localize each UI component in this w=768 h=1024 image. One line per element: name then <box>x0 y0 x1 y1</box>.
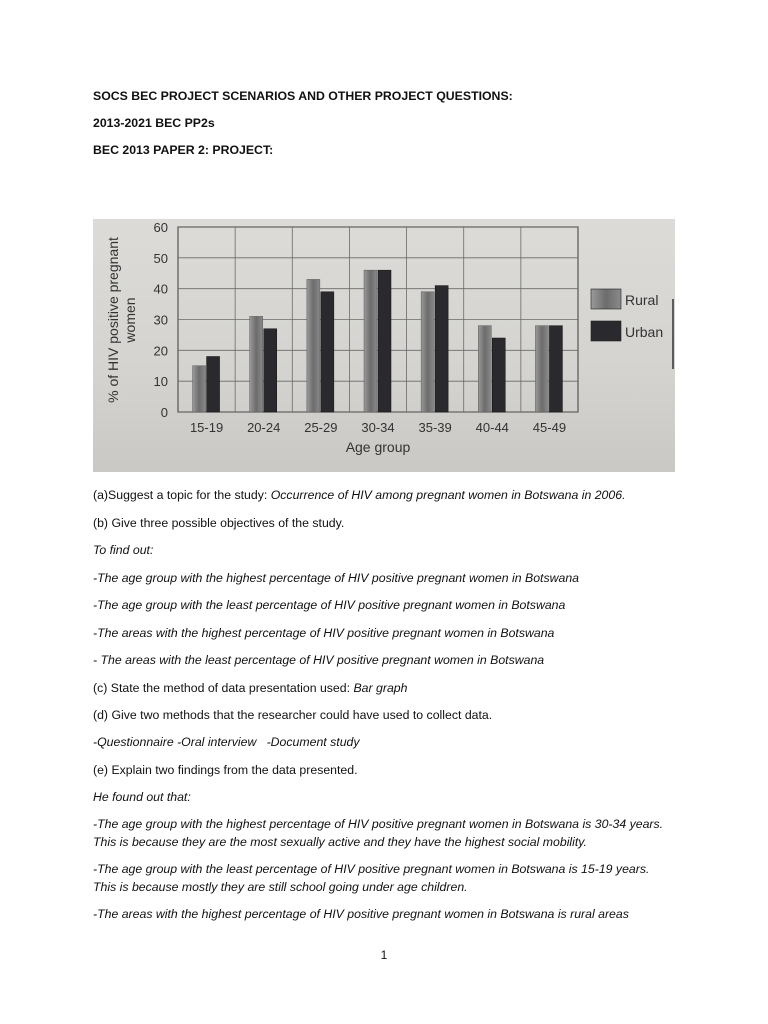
question-a-label: (a)Suggest a topic for the study: <box>93 488 271 502</box>
finding-3: -The areas with the highest percentage of HIV positive pregnant women in Botswana is rural areas <box>93 907 629 921</box>
x-tick-label: 40-44 <box>475 420 509 435</box>
legend-swatch-rural <box>591 289 621 309</box>
bar-chart <box>93 219 675 472</box>
bar-rural <box>307 279 320 412</box>
objective-4: - The areas with the least percentage of HIV positive pregnant women in Botswana <box>93 653 545 667</box>
bar-urban <box>378 270 391 412</box>
objective-3: -The areas with the highest percentage of HIV positive pregnant women in Botswana <box>93 626 555 640</box>
bar-rural <box>250 316 263 412</box>
heading-years: 2013-2021 BEC PP2s <box>93 116 215 130</box>
bar-rural <box>364 270 377 412</box>
he-found-out: He found out that: <box>93 790 191 804</box>
finding-1: -The age group with the highest percentage of HIV positive pregnant women in Botswana is 30-34 years. This is because they are the most sexually active and they have the highest social mobility. <box>93 817 664 849</box>
legend-label-urban: Urban <box>625 324 664 340</box>
bar-chart-photo <box>93 219 675 472</box>
page-number: 1 <box>380 948 388 962</box>
legend-label-rural: Rural <box>625 292 659 308</box>
bar-rural <box>478 326 491 412</box>
heading-title: SOCS BEC PROJECT SCENARIOS AND OTHER PROJECT QUESTIONS: <box>93 89 513 103</box>
x-tick-label: 20-24 <box>247 420 281 435</box>
bar-rural <box>421 292 434 412</box>
finding-2: -The age group with the least percentage of HIV positive pregnant women in Botswana is 15-19 years. This is because mostly they are still school going under age children. <box>93 862 650 894</box>
y-tick-label: 0 <box>160 405 168 420</box>
objective-2: -The age group with the least percentage of HIV positive pregnant women in Botswana <box>93 598 566 612</box>
x-tick-label: 35-39 <box>418 420 452 435</box>
legend-swatch-urban <box>591 321 621 341</box>
y-tick-label: 60 <box>153 220 168 235</box>
heading-paper: BEC 2013 PAPER 2: PROJECT: <box>93 143 274 157</box>
to-find-out: To find out: <box>93 543 154 557</box>
x-tick-label: 15-19 <box>189 420 224 435</box>
bar-rural <box>193 366 206 412</box>
x-tick-label: 30-34 <box>361 420 395 435</box>
bar-urban <box>492 338 505 412</box>
question-d: (d) Give two methods that the researcher could have used to collect data. <box>93 708 493 722</box>
x-tick-label: 25-29 <box>304 420 338 435</box>
bar-urban <box>264 329 277 412</box>
question-a-answer: Occurrence of HIV among pregnant women in Botswana in 2006. <box>270 488 626 502</box>
question-b: (b) Give three possible objectives of the study. <box>93 516 345 530</box>
y-axis-label-line2: women <box>122 297 138 343</box>
bar-urban <box>207 357 220 413</box>
bar-urban <box>549 326 562 412</box>
y-tick-label: 50 <box>153 250 168 266</box>
y-tick-label: 10 <box>153 374 168 390</box>
y-tick-label: 20 <box>153 343 168 359</box>
bar-urban <box>321 292 334 412</box>
methods-answer: -Questionnaire -Oral interview -Document study <box>93 735 360 749</box>
question-c <box>93 680 407 697</box>
objective-1: -The age group with the highest percentage of HIV positive pregnant women in Botswana <box>93 571 580 585</box>
y-tick-label: 30 <box>153 312 168 328</box>
y-axis-label-line1: % of HIV positive pregnant <box>105 237 121 403</box>
bar-urban <box>435 286 448 412</box>
bar-rural <box>535 326 548 412</box>
question-c-answer: Bar graph <box>353 681 408 695</box>
y-tick-label: 40 <box>153 281 168 297</box>
question-c-label: (c) State the method of data presentation used: <box>93 681 354 695</box>
x-tick-label: 45-49 <box>532 420 567 435</box>
question-a <box>93 487 625 504</box>
question-e: (e) Explain two findings from the data presented. <box>93 763 358 777</box>
x-axis-label: Age group <box>345 439 411 455</box>
